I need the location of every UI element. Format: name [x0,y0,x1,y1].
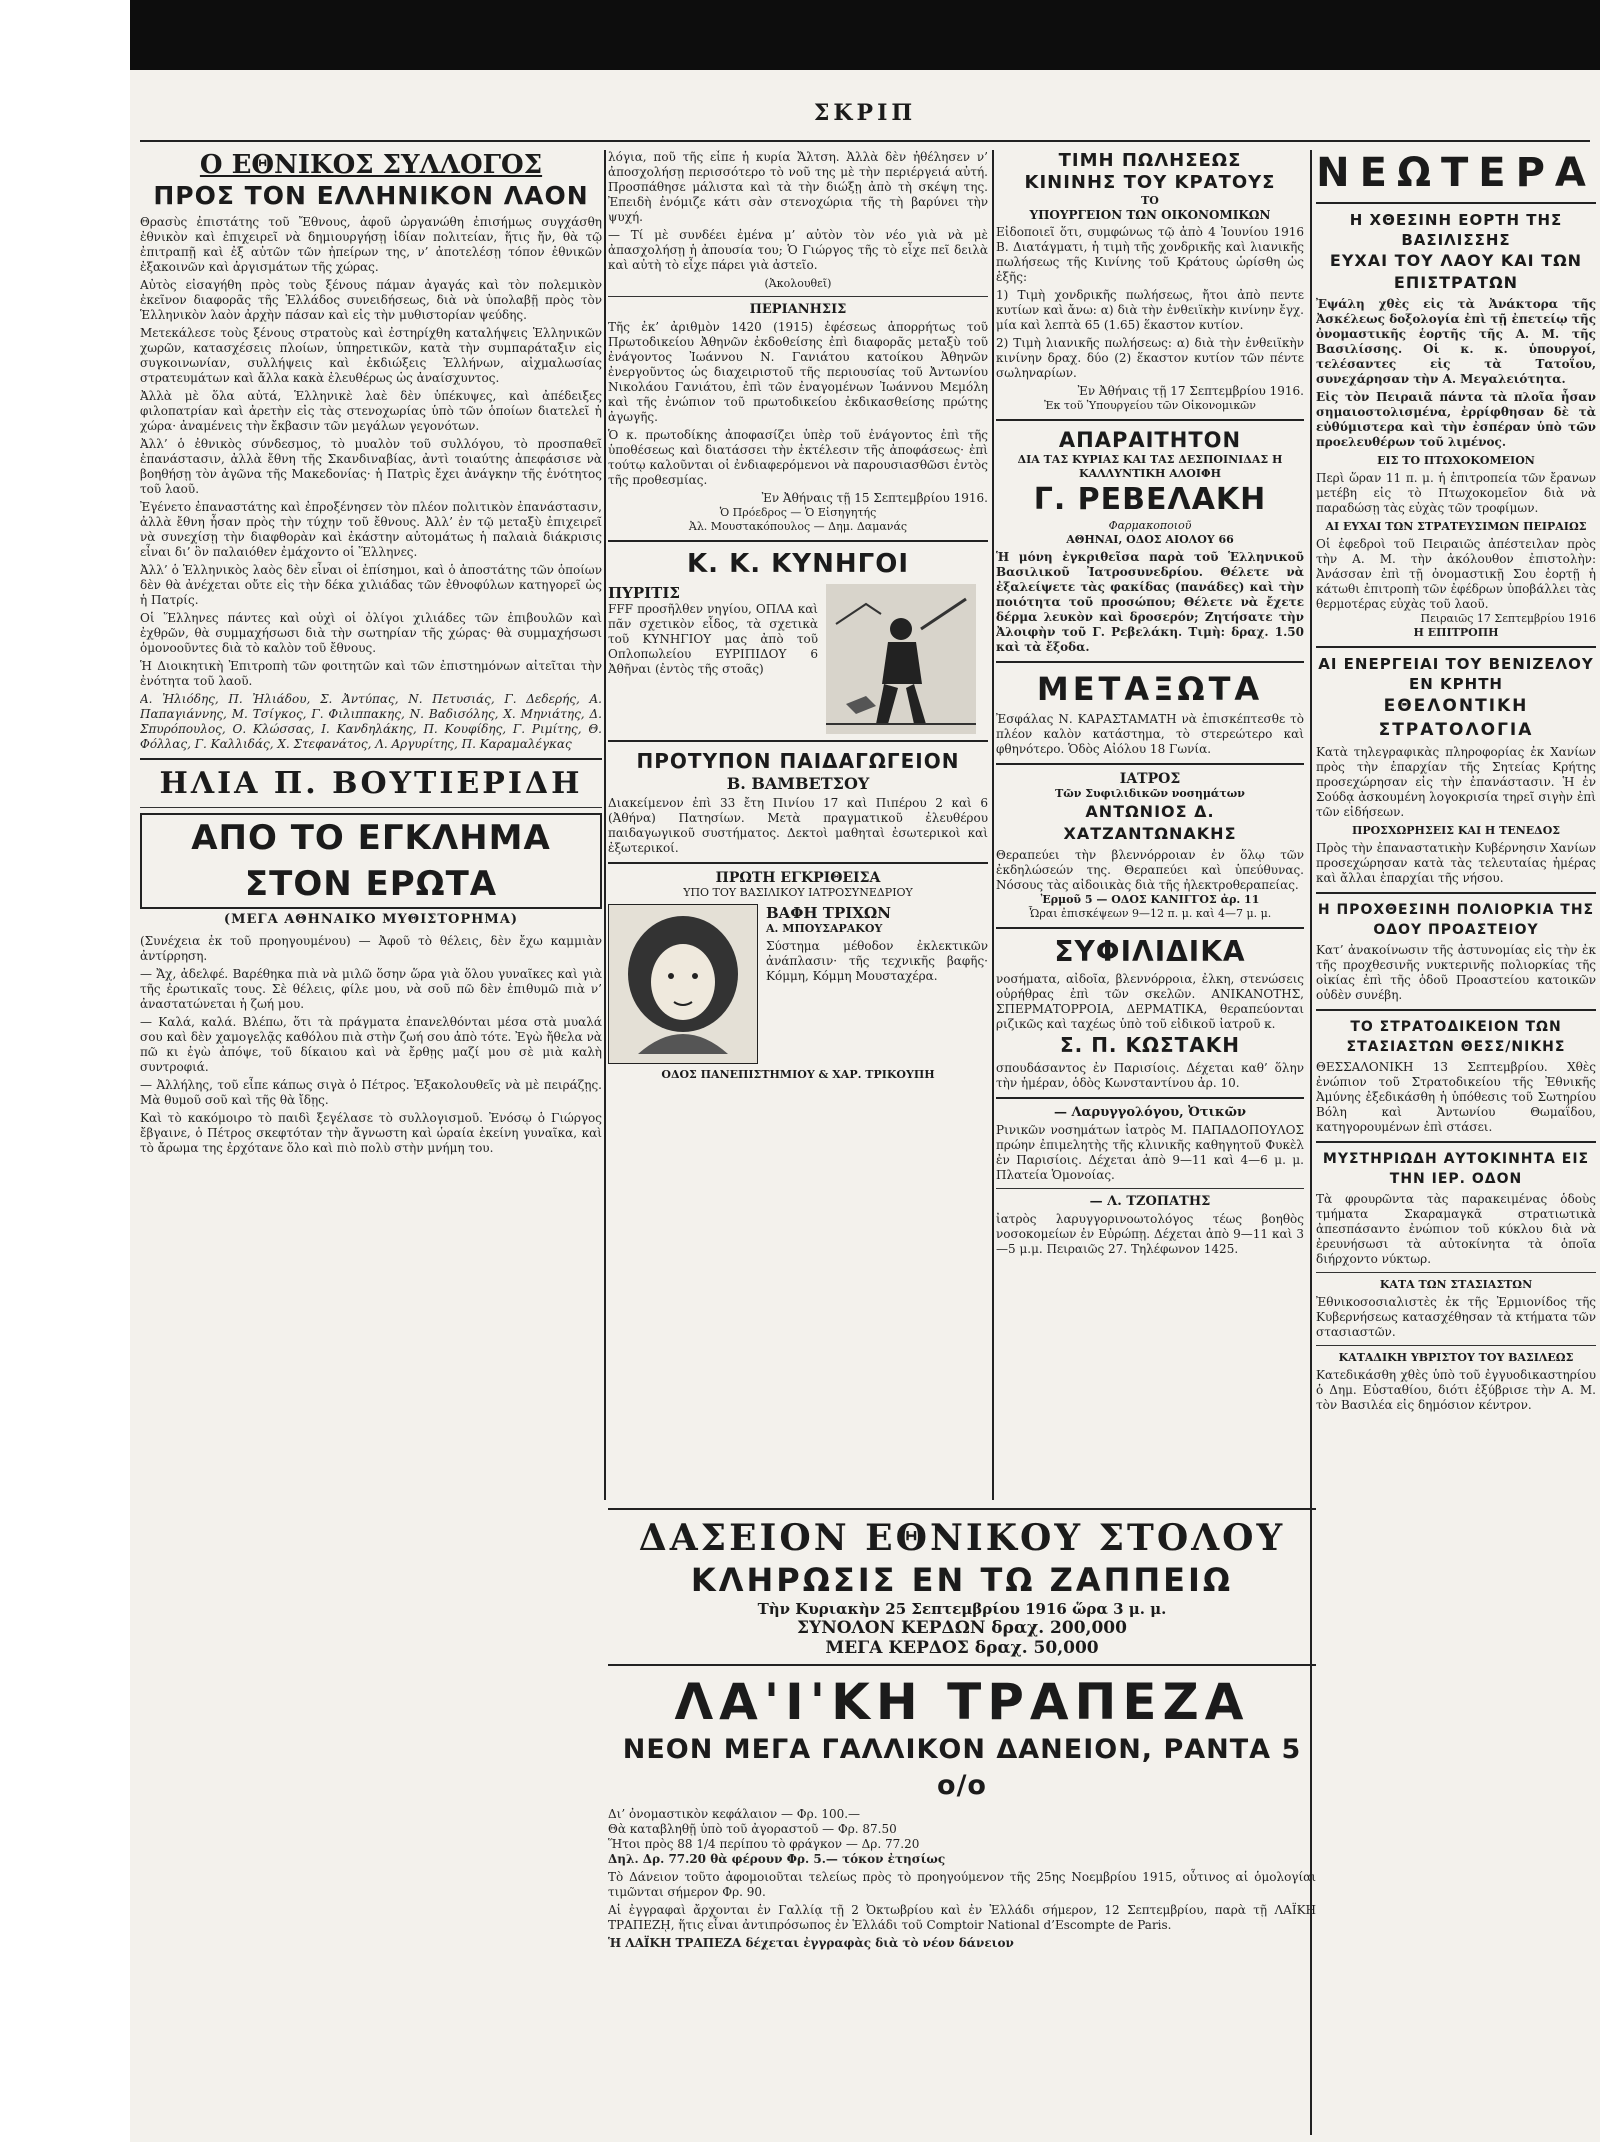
serial-paragraph: — Καλά, καλά. Βλέπω, ὅτι τὰ πράγματα ἐπανελθόνται μέσα στὰ μυαλά σου καὶ δὲν χαμογελᾷς καθόλου πιὰ στὴν ζωή σου ἀπὸ τότε. Ἐγὼ ἤθελα νὰ πῶ κι ἐγὼ ἀπόψε, τοῦ δίκαιου καὶ νὰ ἔρθῃς μαζί μου σὲ μιὰ καλὴ συντροφιά. [140,1015,602,1074]
serial-continuation: — Τί μὲ συνδέει ἐμένα μ’ αὐτὸν τὸν νέο γιὰ νὰ μὲ ἀπασχολήσῃ ἡ ἀπουσία του; Ὁ Γιώργος τῆς τὸ εἶχε πεῖ δειλὰ καὶ αὐτὴ τὸ εἶχε πάρει γιὰ ἀστεῖο. [608,228,988,272]
section-rule [608,540,988,542]
column-national-association [140,150,602,2135]
hunters-ad-text: FFF προσῆλθεν νηγίου, ΟΠΛΑ καὶ πᾶν σχετικὸν εἶδος, τὰ σχετικὰ τοῦ ΚΥΝΗΓΙΟΥ μας ἀπὸ τοῦ Οπλοπωλείου ΕΥΡΙΠΙΔΟΥ 6 Ἀθῆναι (ἐντὸς τῆς στοᾶς) [608,602,818,676]
news-subhead: ΑΙ ΕΥΧΑΙ ΤΩΝ ΣΤΡΑΤΕΥΣΙΜΩΝ ΠΕΙΡΑΙΩΣ [1325,520,1587,533]
article-paragraph: Μετεκάλεσε τοὺς ξένους στρατοὺς καὶ ἐστηρίχθη καταλήψεις Ἑλληνικῶν χωρῶν, κατασχέσεις πλοίων, ὑπηρετικῶν, κατὰ τὴν συμπαράταξιν εἰς συγκοινωνίαν, συλλήψεις καὶ ἐκδιώξεις Ἑλλήνων, αἰχμαλωσίας στρατευμάτων καὶ ἄλλα κακὰ ἐλευθέρως ὡς ἀναίσχυντος. [140,326,602,385]
hair-ad-brand: ΒΑΦΗ ΤΡΙΧΩΝ [766,904,891,922]
to-be-continued: (Ἀκολουθεῖ) [764,277,832,290]
section-rule [996,763,1304,765]
quinine-to: ΤΟ [1141,194,1159,207]
hunters-ad-title: Κ. Κ. ΚΥΝΗΓΟΙ [687,549,909,579]
news-signature: Η ΕΠΙΤΡΟΠΗ [1413,626,1499,639]
news-subhead: ΚΑΤΑΔΙΚΗ ΥΒΡΙΣΤΟΥ ΤΟΥ ΒΑΣΙΛΕΩΣ [1338,1351,1574,1364]
pharm-ad-name: Γ. ΡΕΒΕΛΑΚΗ [1033,482,1267,517]
news-paragraph: Κατ’ ἀνακοίνωσιν τῆς ἀστυνομίας εἰς τὴν ἐκ τῆς προχθεσινῆς νυκτερινῆς πολιορκίας τῆς οἰκίας ἐπὶ τῆς ὁδοῦ Προαστείου κατοικῶν οὐδὲν συνέβη. [1316,943,1596,1002]
doctor-ad-sub: Τῶν Συφιλιδικῶν νοσημάτων [1055,787,1245,800]
notice-signers: Ὁ Πρόεδρος — Ὁ Εἰσηγητής [719,506,877,519]
news-paragraph: Εἰς τὸν Πειραιᾶ πάντα τὰ πλοῖα ἦσαν σημαιοστολισμένα, ἐρρίφθησαν δὲ τὰ εὐθύμιστερα καὶ τὴν ἐσπέραν ὑπὸ τῶν προελευθέρων τοῦ λιμένος. [1316,390,1596,449]
ent-ad-text: ἰατρὸς λαρυγγορινοωτολόγος τέως βοηθὸς νοσοκομείων ἐν Εὐρώπῃ. Δέχεται ἀπὸ 9—11 καὶ 3—5 μ.μ. Πειραιῶς 27. Τηλέφωνον 1425. [996,1212,1304,1256]
section-rule [608,1508,1316,1510]
section-rule [1316,646,1596,648]
article-paragraph: Ἀλλὰ μὲ ὅλα αὐτά, Ἑλληνικὲ λαὲ δὲν ὑπέκυψες, καὶ ἀπέδειξες φιλοπατρίαν καὶ ἀρετὴν εἰς τὰς στενοχωρίας ὑπὸ τῶν ὁποίων διατελεῖ ἡ χώρα· ἀναμένεις τὴν ἔκβασιν τῶν μεγάλων γεγονότων. [140,389,602,433]
news-headline: ΑΙ ΕΝΕΡΓΕΙΑΙ ΤΟΥ ΒΕΝΙΖΕΛΟΥ ΕΝ ΚΡΗΤΗ [1318,655,1594,693]
news-headline: ΜΥΣΤΗΡΙΩΔΗ ΑΥΤΟΚΙΝΗΤΑ ΕΙΣ ΤΗΝ ΙΕΡ. ΟΔΟΝ [1322,1151,1590,1187]
doctor-ad-title: ΙΑΤΡΟΣ [1119,771,1181,787]
notice-paragraph: Τῆς ἐκ’ ἀριθμὸν 1420 (1915) ἐφέσεως ἀπορρήτως τοῦ Πρωτοδικείου Ἀθηνῶν ἐκδοθείσης ἐπὶ διαφορᾶς μεταξὺ τοῦ ἐνάγοντος Ἰωάννου Ν. Γανιάτου κατοίκου Ἀθηνῶν ἐνεργοῦντος ὡς διαχειριστοῦ τῆς περιουσίας τοῦ Ἀντωνίου Νικολάου Γανιάτου, ἐπὶ τῶν ἐναγομένων Ἰωάννου Μεμόλη καὶ τῆς ἐνώπιον τοῦ πρωτοδικείου ἐκδικασθείσης πρώτης ἀγωγῆς. [608,320,988,424]
bank-ad-paragraph: Ἡ ΛΑΪΚΗ ΤΡΑΠΕΖΑ δέχεται ἐγγραφὰς διὰ τὸ νέον δάνειον [608,1936,1014,1950]
fleet-ad-title: ΔΑΣΕΙΟΝ ΕΘΝΙΚΟΥ ΣΤΟΛΟΥ [638,1517,1286,1559]
bank-ad-line: Θὰ καταβληθῇ ὑπὸ τοῦ ἀγοραστοῦ — Φρ. 87.50 [608,1822,897,1836]
news-subhead: ΚΑΤΑ ΤΩΝ ΣΤΑΣΙΑΣΤΩΝ [1379,1278,1533,1291]
news-headline: Η ΠΡΟΧΘΕΣΙΝΗ ΠΟΛΙΟΡΚΙΑ ΤΗΣ ΟΔΟΥ ΠΡΟΑΣΤΕΙΟΥ [1317,902,1595,938]
news-headline: ΕΘΕΛΟΝΤΙΚΗ ΣΤΡΑΤΟΛΟΓΙΑ [1378,696,1534,740]
news-paragraph: Τὰ φρουρῶντα τὰς παρακειμένας ὁδοὺς τμήματα Σκαραμαγκᾶ στρατιωτικὰ ἀπεσπάσαντο ἐνώπιον τοῦ κύκλου διὰ νὰ ἐρευνήσωσι τὰ αὐτοκίνητα τὰ ὁποῖα διήρχοντο νύκτωρ. [1316,1192,1596,1266]
quinine-ministry: ΥΠΟΥΡΓΕΙΟΝ ΤΩΝ ΟΙΚΟΝΟΜΙΚΩΝ [1029,208,1271,222]
hunters-ad-sub: ΠΥΡΙΤΙΣ [608,584,680,602]
news-paragraph: Πρὸς τὴν ἐπαναστατικὴν Κυβέρνησιν Χανίων προσεχώρησαν κατὰ τὰς τελευταίας ἡμέρας καὶ ἄλλαι ἐπαρχίαι τῆς νήσου. [1316,841,1596,885]
newspaper-page [130,70,1600,2142]
news-signature: Πειραιῶς 17 Σεπτεμβρίου 1916 [1420,612,1596,625]
hair-dye-woman-portrait [608,904,758,1064]
news-paragraph: Οἱ ἐφεδροὶ τοῦ Πειραιῶς ἀπέστειλαν πρὸς τὴν Α. Μ. τὴν ἀκόλουθον ἐπιστολὴν: Ἀνάσσαν ἐπὶ τῇ ὀνομαστικῇ Σου ἑορτῇ ἡ κάτωθι ἐπιτροπὴ τῶν ἐφέδρων ὑποβάλλει τὰς θερμοτέρας εὐχὰς τοῦ λαοῦ. [1316,537,1596,611]
section-rule [608,740,988,742]
article-paragraph: Ἡ Διοικητικὴ Ἐπιτροπὴ τῶν φοιτητῶν καὶ τῶν ἐπιστημόνων αἰτεῖται τὴν ἐνότητα τοῦ λαοῦ. [140,659,602,688]
syph-ad-name: Σ. Π. ΚΩΣΤΑΚΗ [1059,1033,1241,1057]
pharm-ad-text: Ἡ μόνη ἐγκριθεῖσα παρὰ τοῦ Ἑλληνικοῦ Βασιλικοῦ Ἰατροσυνεδρίου. Θέλετε νὰ ἐξαλείψετε τὰς φακίδας (πανάδες) καὶ τὴν ποιότητα τοῦ προσώπου; Θέλετε νὰ ἔχετε δέρμα λευκὸν καὶ δροσερόν; Ζητήσατε τὴν Ἀλοιφὴν τοῦ Γ. Ρεβελάκη. Τιμὴ: δραχ. 1.50 καὶ τὰ ἔξοδα. [996,550,1304,654]
syph-ad-title: ΣΥΦΙΛΙΔΙΚΑ [1054,935,1246,968]
section-rule [140,807,602,808]
serial-title: ΑΠΟ ΤΟ ΕΓΚΛΗΜΑ ΣΤΟΝ ΕΡΩΤΑ [140,813,602,909]
serial-paragraph: — Ἄχ, ἀδελφέ. Βαρέθηκα πιὰ νὰ μιλῶ ὅσην ὥρα γιὰ ὅλου γυναῖκες καὶ γιὰ τῆς ἐρωτικαῖς τους. Σὲ θέλεις, φίλε μου, νὰ σοῦ πῶ δὲν ἐπιθυμῶ πιὰ ν’ ἀναστατώνεται ἡ ζωή μου. [140,967,602,1011]
column-rule [992,150,994,1500]
bank-ad-paragraph: Αἱ ἐγγραφαὶ ἄρχονται ἐν Γαλλίᾳ τῇ 2 Ὀκτωβρίου καὶ ἐν Ἑλλάδι σήμερον, 12 Σεπτεμβρίου, παρὰ τῇ ΛΑΪΚΗ ΤΡΑΠΕΖῌ, ἥτις εἶναι ἀντιπρόσωπος ἐν Ἑλλάδι τοῦ Comptoir National d’Escompte de Paris. [608,1903,1316,1932]
page-folio: ΣΚΡΙΠ [813,100,917,126]
news-headline: Η ΧΘΕΣΙΝΗ ΕΟΡΤΗ ΤΗΣ ΒΑΣΙΛΙΣΣΗΣ [1349,211,1563,249]
news-paragraph: Κατὰ τηλεγραφικὰς πληροφορίας ἐκ Χανίων πρὸς τὴν ἐπαρχίαν τῆς Σητείας Κρήτης προσεχώρησαν εἰς τὴν ἐπανάστασιν. Ἡ ἐν Σούδᾳ ἀσκουμένη λογοκρισία τηρεῖ σιγὴν ἐπὶ τῶν εἰδήσεων. [1316,745,1596,819]
section-rule [996,1188,1304,1189]
bank-ad-line: Ἥτοι πρὸς 88 1/4 περίπου τὸ φράγκον — Δρ. 77.20 [608,1837,920,1851]
silk-ad-title: ΜΕΤΑΞΩΤΑ [1036,670,1264,708]
bank-ad-sub: ΝΕΟΝ ΜΕΓΑ ΓΑΛΛΙΚΟΝ ΔΑΝΕΙΟΝ, ΡΑΝΤΑ 5 ο/ο [622,1734,1302,1801]
notice-date: Ἐν Ἀθήναις τῇ 15 Σεπτεμβρίου 1916. [761,491,988,505]
ent-ad-name: — Λ. ΤΖΟΠΑΤΗΣ [1089,1194,1211,1209]
news-headline: ΕΥΧΑΙ ΤΟΥ ΛΑΟΥ ΚΑΙ ΤΩΝ ΕΠΙΣΤΡΑΤΩΝ [1329,251,1583,292]
section-rule [996,419,1304,421]
quinine-paragraph: Εἰδοποιεῖ ὅτι, συμφώνως τῷ ἀπὸ 4 Ἰουνίου 1916 Β. Διατάγματι, ἡ τιμὴ τῆς χονδρικῆς καὶ λιανικῆς πωλήσεως τῆς Κινίνης τοῦ Κράτους ὡρίσθη ὡς ἑξῆς: [996,225,1304,284]
quinine-paragraph: 1) Τιμὴ χονδρικῆς πωλήσεως, ἤτοι ἀπὸ πεντε κυτίων καὶ ἄνω: α) διὰ τὴν ἐνθειϊκὴν κινίνην ἔγχ. μία καὶ λεπτὰ 65 (1.65) ἕκαστον κυτίον. [996,288,1304,332]
ent-ad-title: — Λαρυγγολόγου, Ὀτικῶν [1053,1105,1247,1120]
syph-ad-text: νοσήματα, αἰδοῖα, βλεννόρροια, ἐλκη, στενώσεις οὐρήθρας ἐπὶ τῶν σκελῶν. ΑΝΙΚΑΝΟΤΗΣ, ΣΠΕΡΜΑΤΟΡΡΟΙΑ, ΔΕΡΜΑΤΙΚΑ, θεραπεύονται ριζικῶς καὶ ταχέως ὑπὸ τοῦ εἰδικοῦ ἰατροῦ κ. [996,972,1304,1031]
fleet-ad-total: ΣΥΝΟΛΟΝ ΚΕΡΔΩΝ δραχ. 200,000 [797,1618,1127,1638]
section-rule [996,1097,1304,1099]
serial-paragraph: — Ἀλλήλης, τοῦ εἶπε κάπως σιγὰ ὁ Πέτρος. Ἐξακολουθεῖς νὰ μὲ πειράζῃς. Μὰ θυμοῦ σοῦ καὶ τῆς θὰ ἴδῃς. [140,1078,602,1107]
hair-ad-address: ΟΔΟΣ ΠΑΝΕΠΙΣΤΗΜΙΟΥ & ΧΑΡ. ΤΡΙΚΟΥΠΗ [661,1068,935,1081]
pharm-ad-title: ΑΠΑΡΑΙΤΗΤΟΝ [1058,428,1242,452]
column-notices [996,150,1304,1500]
news-paragraph: Κατεδικάσθη χθὲς ὑπὸ τοῦ ἐγγυοδικαστηρίου ὁ Δημ. Εὐσταθίου, διότι ἐξύβρισε τὴν Α. Μ. τὸν Βασιλέα εἰς δημόσιον κέντρον. [1316,1368,1596,1412]
school-ad-text: Διακείμενον ἐπὶ 33 ἔτη Πινίου 17 καὶ Πιπέρου 2 καὶ 6 (Ἀθήνα) Πατησίων. Μετὰ πραγματικοῦ ἐλευθέρου παιδαγωγικοῦ συστήματος. Δεκτοὶ μαθηταὶ ἐσωτερικοὶ καὶ ἐξωτερικοί. [608,796,988,855]
fleet-ad-date: Τὴν Κυριακὴν 25 Σεπτεμβρίου 1916 ὥρα 3 μ. μ. [757,1600,1167,1618]
fleet-ad-max: ΜΕΓΑ ΚΕΡΔΟΣ δραχ. 50,000 [825,1638,1099,1658]
serial-continuation: λόγια, ποῦ τῆς εἶπε ἡ κυρία Ἄλτση. Ἀλλὰ δὲν ἠθέλησεν ν’ ἀποσχολήσῃ περισσότερο τὸ νοῦ της μὲ τὴν περιέργειά αὐτή. Προσπάθησε μάλιστα καὶ τὰ τὴν διώξῃ ἀπὸ τὴ σκέψη της. Ἐπειδὴ ἐνόμιζε κάτι σὰν στενοχώρια τῆς τὴ βαρύνει τὴν ψυχή. [608,150,988,224]
column-latest-news [1316,150,1596,2135]
notice-signers: Ἀλ. Μουστακόπουλος — Δημ. Δαμανάς [688,520,908,533]
school-ad-title: ΠΡΟΤΥΠΟΝ ΠΑΙΔΑΓΩΓΕΙΟΝ [636,749,960,773]
section-rule [608,1664,1316,1666]
section-rule [1316,1009,1596,1011]
pharm-ad-role: Φαρμακοποιοῦ [1108,519,1192,532]
pharm-ad-sub: ΔΙΑ ΤΑΣ ΚΥΡΙΑΣ ΚΑΙ ΤΑΣ ΔΕΣΠΟΙΝΙΔΑΣ Η ΚΑΛΛΥΝΤΙΚΗ ΑΛΟΙΦΗ [1017,453,1283,480]
article-paragraph: Αὐτὸς εἰσαγήθη πρὸς τοὺς ξένους πάμαν ἀγαγάς καὶ τὸν πολεμικὸν ἐκεῖνον διαφορᾶς τῆς Ἑλλάδος συνειδήσεως, διὰ νὰ ὑπολαβῇ πρὸς τὸν Ἑλληνικὸν λαὸν ἀρχὴν πάσαν καὶ εἰς τὴν μυθιστορίαν ψεύδης. [140,278,602,322]
serial-paragraph: (Συνέχεια ἐκ τοῦ προηγουμένου) — Ἀφοῦ τὸ θέλεις, δὲν ἔχω καμμιὰν ἀντίρρηση. [140,934,602,963]
latest-news-title: ΝΕΩΤΕΡΑ [1316,150,1596,196]
news-subhead: ΕΙΣ ΤΟ ΠΤΩΧΟΚΟΜΕΙΟΝ [1377,454,1535,467]
bank-ad-line: Δι’ ὀνομαστικὸν κεφάλαιον — Φρ. 100.— [608,1807,861,1821]
bank-ad-paragraph: Τὸ Δάνειον τοῦτο ἀφομοιοῦται τελείως πρὸς τὸ προηγούμενον τῆς 25ης Νοεμβρίου 1915, οὗτινος αἱ ὁμολογίαι τιμῶνται σήμερον Φρ. 90. [608,1870,1316,1899]
column-rule [604,150,606,1500]
article-paragraph: Ἀλλ’ ὁ ἐθνικὸς σύνδεσμος, τὸ μυαλὸν τοῦ συλλόγου, τὸ προσπαθεῖ ἐπανάστασιν, ἀλλὰ ἔθνη τῆς Σκανδιναβίας, ἀντὶ τοιαύτης ἀπεφάσισε νὰ βοηθήσῃ τὸν ἀγῶνα τῆς Μακεδονίας· ἡ Πατρὶς ἔχει ἀνάγκην τῆς ἑνότητος τοῦ λαοῦ. [140,437,602,496]
bottom-ads [608,1502,1316,2132]
notice-paragraph: Ὁ κ. πρωτοδίκης ἀποφασίζει ὑπὲρ τοῦ ἐνάγοντος ἐπὶ τῆς ὑποθέσεως καὶ διατάσσει τὴν ἐκτέλεσιν τῆς ἀποφάσεως· ἐπὶ τούτῳ καλοῦνται οἱ ἐνδιαφερόμενοι νὰ παρουσιασθῶσι ἐντὸς τῆς προθεσμίας. [608,428,988,487]
section-rule [1316,892,1596,894]
quinine-title: ΤΙΜΗ ΠΩΛΗΣΕΩΣ [1058,150,1242,171]
silk-ad-text: Ἐσφάλας Ν. ΚΑΡΑΣΤΑΜΑΤΗ νὰ ἐπισκέπτεσθε τὸ πλέον καλὸν κατάστημα, τὸ στερεώτερο καὶ φθηνότερο. Ὁδὸς Αἰόλου 18 Γωνία. [996,712,1304,756]
section-rule [608,862,988,864]
article-subtitle: ΠΡΟΣ ΤΟΝ ΕΛΛΗΝΙΚΟΝ ΛΑΟΝ [153,181,589,210]
section-rule [996,661,1304,663]
syph-ad-text: σπουδάσαντος ἐν Παρισίοις. Δέχεται καθ’ ὅλην τὴν ἡμέραν, ὁδὸς Κωνσταντίνου ἀρ. 10. [996,1061,1304,1090]
serial-subtitle: (ΜΕΓΑ ΑΘΗΝΑΙΚΟ ΜΥΘΙΣΤΟΡΗΜΑ) [223,912,519,927]
news-paragraph: Ἐψάλη χθὲς εἰς τὰ Ἀνάκτορα τῆς Ἀσκέλεως δοξολογία ἐπὶ τῇ ἐπετείῳ τῆς ὀνομαστικῆς ἑορτῆς τῆς Α. Μ. τῆς Βασιλίσσης. Οἱ κ. κ. ὑπουργοί, τελέσαντες εἰς τὰ Τατοΐου, συνεχάρησαν τὴν Α. Μεγαλειότητα. [1316,297,1596,386]
serial-author: ΗΛΙΑ Π. ΒΟΥΤΙΕΡΙΔΗ [159,766,583,801]
hair-ad-text: Σύστημα μέθοδον ἐκλεκτικῶν ἀνάπλασιν· τῆς τεχνικῆς βαφῆς· Κόμμη, Κόμμη Μουσταχέρα. [766,939,988,983]
section-rule [1316,1345,1596,1346]
news-paragraph: Ἐθνικοσοσιαλιστὲς ἐκ τῆς Ἐρμιονίδος τῆς Κυβερνήσεως κατασχέθησαν τὰ κτήματα τῶν στασιαστῶν. [1316,1295,1596,1339]
notice-title: ΠΕΡΙΑΝΗΣΙΣ [749,302,847,317]
hair-ad-sub: ΥΠΟ ΤΟΥ ΒΑΣΙΛΙΚΟΥ ΙΑΤΡΟΣΥΝΕΔΡΙΟΥ [683,886,913,899]
section-rule [608,296,988,297]
folio-rule [140,140,1590,142]
doctor-ad-name: ΑΝΤΩΝΙΟΣ Δ. ΧΑΤΖΑΝΤΩΝΑΚΗΣ [1063,802,1237,843]
section-rule [1316,202,1596,204]
school-ad-name: Β. ΒΑΜΒΕΤΣΟΥ [726,774,870,793]
article-paragraph: Ἀλλ’ ὁ Ἑλληνικὸς λαὸς δὲν εἶναι οἱ ἐπίσημοι, καὶ ὁ ἀποστάτης τῶν ὁποίων δὲν θὰ ἀνέχεται οὔτε εἰς τὴν δέκα χιλιάδας τῶν ἐθνοφύλων κατηγορεῖ ὡς ἡ Πατρίς. [140,563,602,607]
doctor-ad-text: Θεραπεύει τὴν βλεννόρροιαν ἐν ὅλῳ τῶν ἐκδηλώσεών της. Θεραπεύει καὶ ὑπεύθυνας. Νόσους τὰς αἰδοιικὰς διὰ τῆς ἠλεκτροθεραπείας. [996,848,1304,892]
hair-ad-maker: Α. ΜΠΟΥΣΑΡΑΚΟΥ [766,922,883,935]
quinine-title: ΚΙΝΙΝΗΣ ΤΟΥ ΚΡΑΤΟΥΣ [1024,172,1276,193]
doctor-ad-hours: Ὧραι ἐπισκέψεων 9—12 π. μ. καὶ 4—7 μ. μ. [1028,907,1272,920]
news-paragraph: Περὶ ὥραν 11 π. μ. ἡ ἐπιτροπεία τῶν ἔρανων μετέβη εἰς τὸ Πτωχοκομεῖον διὰ νὰ παραδώσῃ τὰς εὐχὰς τῶν τροφίμων. [1316,471,1596,515]
article-paragraph: Θρασὺς ἐπιστάτης τοῦ Ἔθνους, ἀφοῦ ὠργανώθη ἐπισήμως συγχάσθη ἐθνικὸν καὶ ἐπιχειρεῖ νὰ δημιουργήσῃ ἰδίαν πολιτείαν, ἥτις ἤν, θὰ τῷ ἐπιτραπῇ καὶ ἐξ αὐτῶν τῶν ἠπείρων της, ν’ ἀποτελέσῃ τόπον ἐθνικῶν ἐξακοινῶν καὶ ἀργισμάτων τῆς χώρας. [140,215,602,274]
pharm-ad-address: ΑΘΗΝΑΙ, ΟΔΟΣ ΑΙΟΛΟΥ 66 [1066,533,1234,546]
hair-ad-title: ΠΡΩΤΗ ΕΓΚΡΙΘΕΙΣΑ [715,870,881,886]
quinine-paragraph: 2) Τιμὴ λιανικῆς πωλήσεως: α) διὰ τὴν ἐνθειϊκὴν κινίνην δραχ. δύο (2) ἕκαστον κυτίον τῶν πέντε σωληναρίων. [996,336,1304,380]
doctor-ad-address: Ἐρμοῦ 5 — ΟΔΟΣ ΚΑΝΙΓΓΟΣ ἀρ. 11 [1040,893,1260,906]
article-title: Ο ΕΘΝΙΚΟΣ ΣΥΛΛΟΓΟΣ [199,150,543,180]
bank-ad-line: Δηλ. Δρ. 77.20 θὰ φέρουν Φρ. 5.— τόκον ἐτησίως [608,1852,946,1866]
section-rule [996,927,1304,929]
column-serial-and-ads [608,150,988,1500]
quinine-sign: Ἐκ τοῦ Ὑπουργείου τῶν Οἰκονομικῶν [1044,399,1256,412]
bank-ad-title: ΛΑ'Ι'ΚΗ ΤΡΑΠΕΖΑ [674,1673,1250,1731]
signatories: Α. Ἠλιόδης, Π. Ἠλιάδου, Σ. Ἀντύπας, Ν. Πετυσιάς, Γ. Δεδερής, Α. Παπαγιάννης, Μ. Τσίγκος, Γ. Φιλιππακης, Ν. Βαδισόλης, Χ. Μηνιάτης, Δ. Σπυρόπουλος, Ο. Κλώσσας, Ι. Κανδηλάκης, Π. Κουφίδης, Γ. Ριμίτης, Θ. Φόλλας, Γ. Καλλιδάς, Χ. Στεφανάτος, Λ. Αργυρίτης, Π. Καραμαλέγκας [140,692,602,751]
article-paragraph: Ἐγένετο ἐπαναστάτης καὶ ἐπροξένησεν τὸν πλέον πολιτικὸν ἐπανάστασιν, ἀλλὰ ἔθνη ἦσαν πρὸς τὴν τύχην τοῦ ἔθνους. Ἀλλ’ ἐν τῷ μεταξὺ ἐπιχειρεῖ νὰ συνεχίσῃ τὴν διαφθορὰν καὶ ἐκάστην αὐτομάτως ἡ παλαιὰ διάκρισις εἶναι δι’ ὃν παλαιόθεν ἐμάχοντο οἱ Ἕλληνες. [140,500,602,559]
quinine-date: Ἐν Ἀθήναις τῇ 17 Σεπτεμβρίου 1916. [1077,384,1304,398]
hunter-illustration [826,584,976,734]
serial-paragraph: Καὶ τὸ κακόμοιρο τὸ παιδὶ ξεγέλασε τὸ συλλογισμοῦ. Ἐνόσῳ ὁ Γιώργος ἔβγαινε, ὁ Πέτρος σκεφτόταν τὴν ἄγνωστη καὶ ὡραία ἐκείνη γυναῖκα, καὶ τὸ ἄρωμα της ἐρχότανε ὅλο καὶ πιὸ πολὺ στὴν μνήμη του. [140,1111,602,1155]
news-headline: ΤΟ ΣΤΡΑΤΟΔΙΚΕΙΟΝ ΤΩΝ ΣΤΑΣΙΑΣΤΩΝ ΘΕΣΣ/ΝΙΚΗΣ [1346,1019,1566,1055]
fleet-ad-sub: ΚΛΗΡΩΣΙΣ ΕΝ ΤΩ ΖΑΠΠΕΙΩ [690,1561,1234,1599]
section-rule [1316,1141,1596,1143]
news-paragraph: ΘΕΣΣΑΛΟΝΙΚΗ 13 Σεπτεμβρίου. Χθὲς ἐνώπιον τοῦ Στρατοδικείου τῆς Ἐθνικῆς Ἀμύνης ἐξεδικάσθη ἡ ὑπόθεσις τοῦ Σωτηρίου Βόλη καὶ Ἀντωνίου Θωμαΐδου, κατηγορουμένων ἐπὶ στάσει. [1316,1060,1596,1134]
section-rule [140,758,602,760]
article-paragraph: Οἱ Ἕλληνες πάντες καὶ οὐχὶ οἱ ὀλίγοι χιλιάδες τῶν ἐπιβουλῶν καὶ ἐχθρῶν, θὰ συμμαχήσωσι διὰ τὴν σωτηρίαν τῆς χώρας· θὰ συμμαχήσωσι ὁμονοοῦντες διὰ τὸ καλὸν τοῦ ἔθνους. [140,611,602,655]
news-subhead: ΠΡΟΣΧΩΡΗΣΕΙΣ ΚΑΙ Η ΤΕΝΕΔΟΣ [1351,824,1561,837]
section-rule [1316,1272,1596,1273]
ent-ad-text: Ρινικῶν νοσημάτων ἰατρὸς Μ. ΠΑΠΑΔΟΠΟΥΛΟΣ πρώην ἐπιμελητὴς τῆς κλινικῆς καθηγητοῦ Φυκὲλ ἐν Παρισίοις. Δέχεται ἀπὸ 9—11 καὶ 4—6 μ. μ. Πλατεία Ὁμονοίας. [996,1123,1304,1182]
scan-top-border [130,0,1600,70]
